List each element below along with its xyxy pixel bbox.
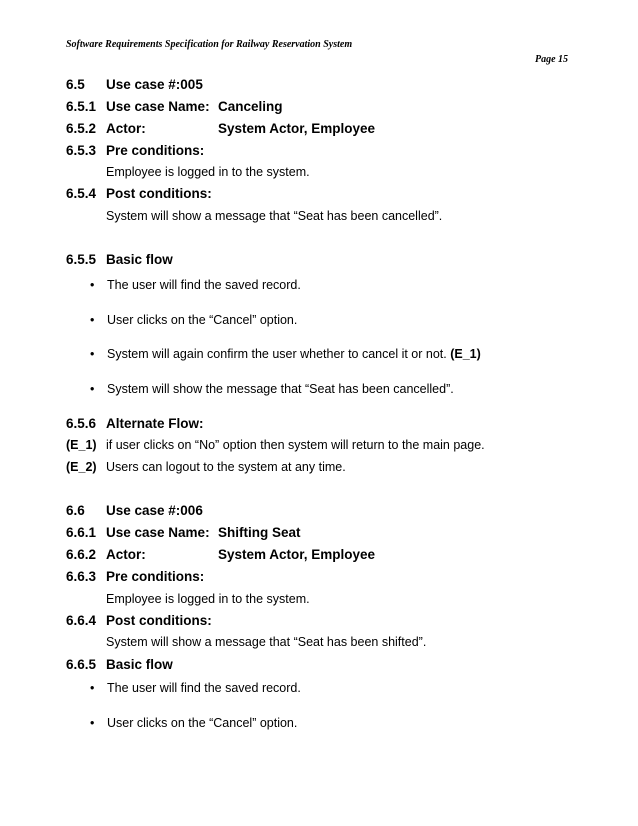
- list-item-text-main: System will again confirm the user whether to cancel it or not.: [107, 347, 447, 361]
- exception-ref: (E_1): [450, 347, 481, 361]
- page-number: Page 15: [535, 54, 569, 65]
- pre-conditions-text: Employee is logged in to the system.: [106, 592, 310, 606]
- section-number: 6.5: [66, 77, 85, 92]
- section-number: 6.6.1: [66, 525, 97, 540]
- field-label: Post conditions:: [106, 613, 212, 628]
- exception-tag: (E_1): [66, 438, 97, 452]
- field-label: Actor:: [106, 121, 146, 136]
- field-label: Basic flow: [106, 252, 173, 267]
- alternate-flow-text: if user clicks on “No” option then system will return to the main page.: [106, 438, 485, 452]
- field-value: Shifting Seat: [218, 525, 301, 540]
- list-item-text: User clicks on the “Cancel” option.: [107, 716, 298, 730]
- bullet-icon: •: [90, 347, 95, 361]
- list-item-text: The user will find the saved record.: [107, 681, 301, 695]
- field-label: Alternate Flow:: [106, 416, 204, 431]
- bullet-icon: •: [90, 716, 95, 730]
- section-number: 6.5.5: [66, 252, 97, 267]
- bullet-icon: •: [90, 382, 95, 396]
- section-number: 6.5.1: [66, 99, 97, 114]
- section-label: Use case #:005: [106, 77, 203, 92]
- exception-tag: (E_2): [66, 460, 97, 474]
- field-label: Use case Name:: [106, 99, 210, 114]
- section-number: 6.6: [66, 503, 85, 518]
- pre-conditions-text: Employee is logged in to the system.: [106, 165, 310, 179]
- list-item-text: [107, 348, 481, 361]
- field-label: Actor:: [106, 547, 146, 562]
- bullet-icon: •: [90, 313, 95, 327]
- list-item-text: System will show the message that “Seat has been cancelled”.: [107, 382, 454, 396]
- field-label: Post conditions:: [106, 186, 212, 201]
- field-label: Pre conditions:: [106, 143, 205, 158]
- section-number: 6.6.2: [66, 547, 97, 562]
- page-header-title: Software Requirements Specification for Railway Reservation System: [66, 39, 353, 50]
- post-conditions-text: System will show a message that “Seat has been shifted”.: [106, 635, 427, 649]
- section-number: 6.6.3: [66, 569, 97, 584]
- section-number: 6.5.3: [66, 143, 97, 158]
- post-conditions-text: System will show a message that “Seat has been cancelled”.: [106, 209, 443, 223]
- list-item-text: User clicks on the “Cancel” option.: [107, 313, 298, 327]
- field-value: System Actor, Employee: [218, 547, 376, 562]
- field-value: System Actor, Employee: [218, 121, 376, 136]
- list-item-text: The user will find the saved record.: [107, 278, 301, 292]
- section-number: 6.5.4: [66, 186, 97, 201]
- field-label: Use case Name:: [106, 525, 210, 540]
- field-label: Basic flow: [106, 657, 173, 672]
- field-value: Canceling: [218, 99, 283, 114]
- bullet-icon: •: [90, 278, 95, 292]
- section-number: 6.6.4: [66, 613, 97, 628]
- alternate-flow-text: Users can logout to the system at any time.: [106, 460, 346, 474]
- field-label: Pre conditions:: [106, 569, 205, 584]
- section-number: 6.6.5: [66, 657, 97, 672]
- section-label: Use case #:006: [106, 503, 203, 518]
- section-number: 6.5.6: [66, 416, 97, 431]
- section-number: 6.5.2: [66, 121, 97, 136]
- bullet-icon: •: [90, 681, 95, 695]
